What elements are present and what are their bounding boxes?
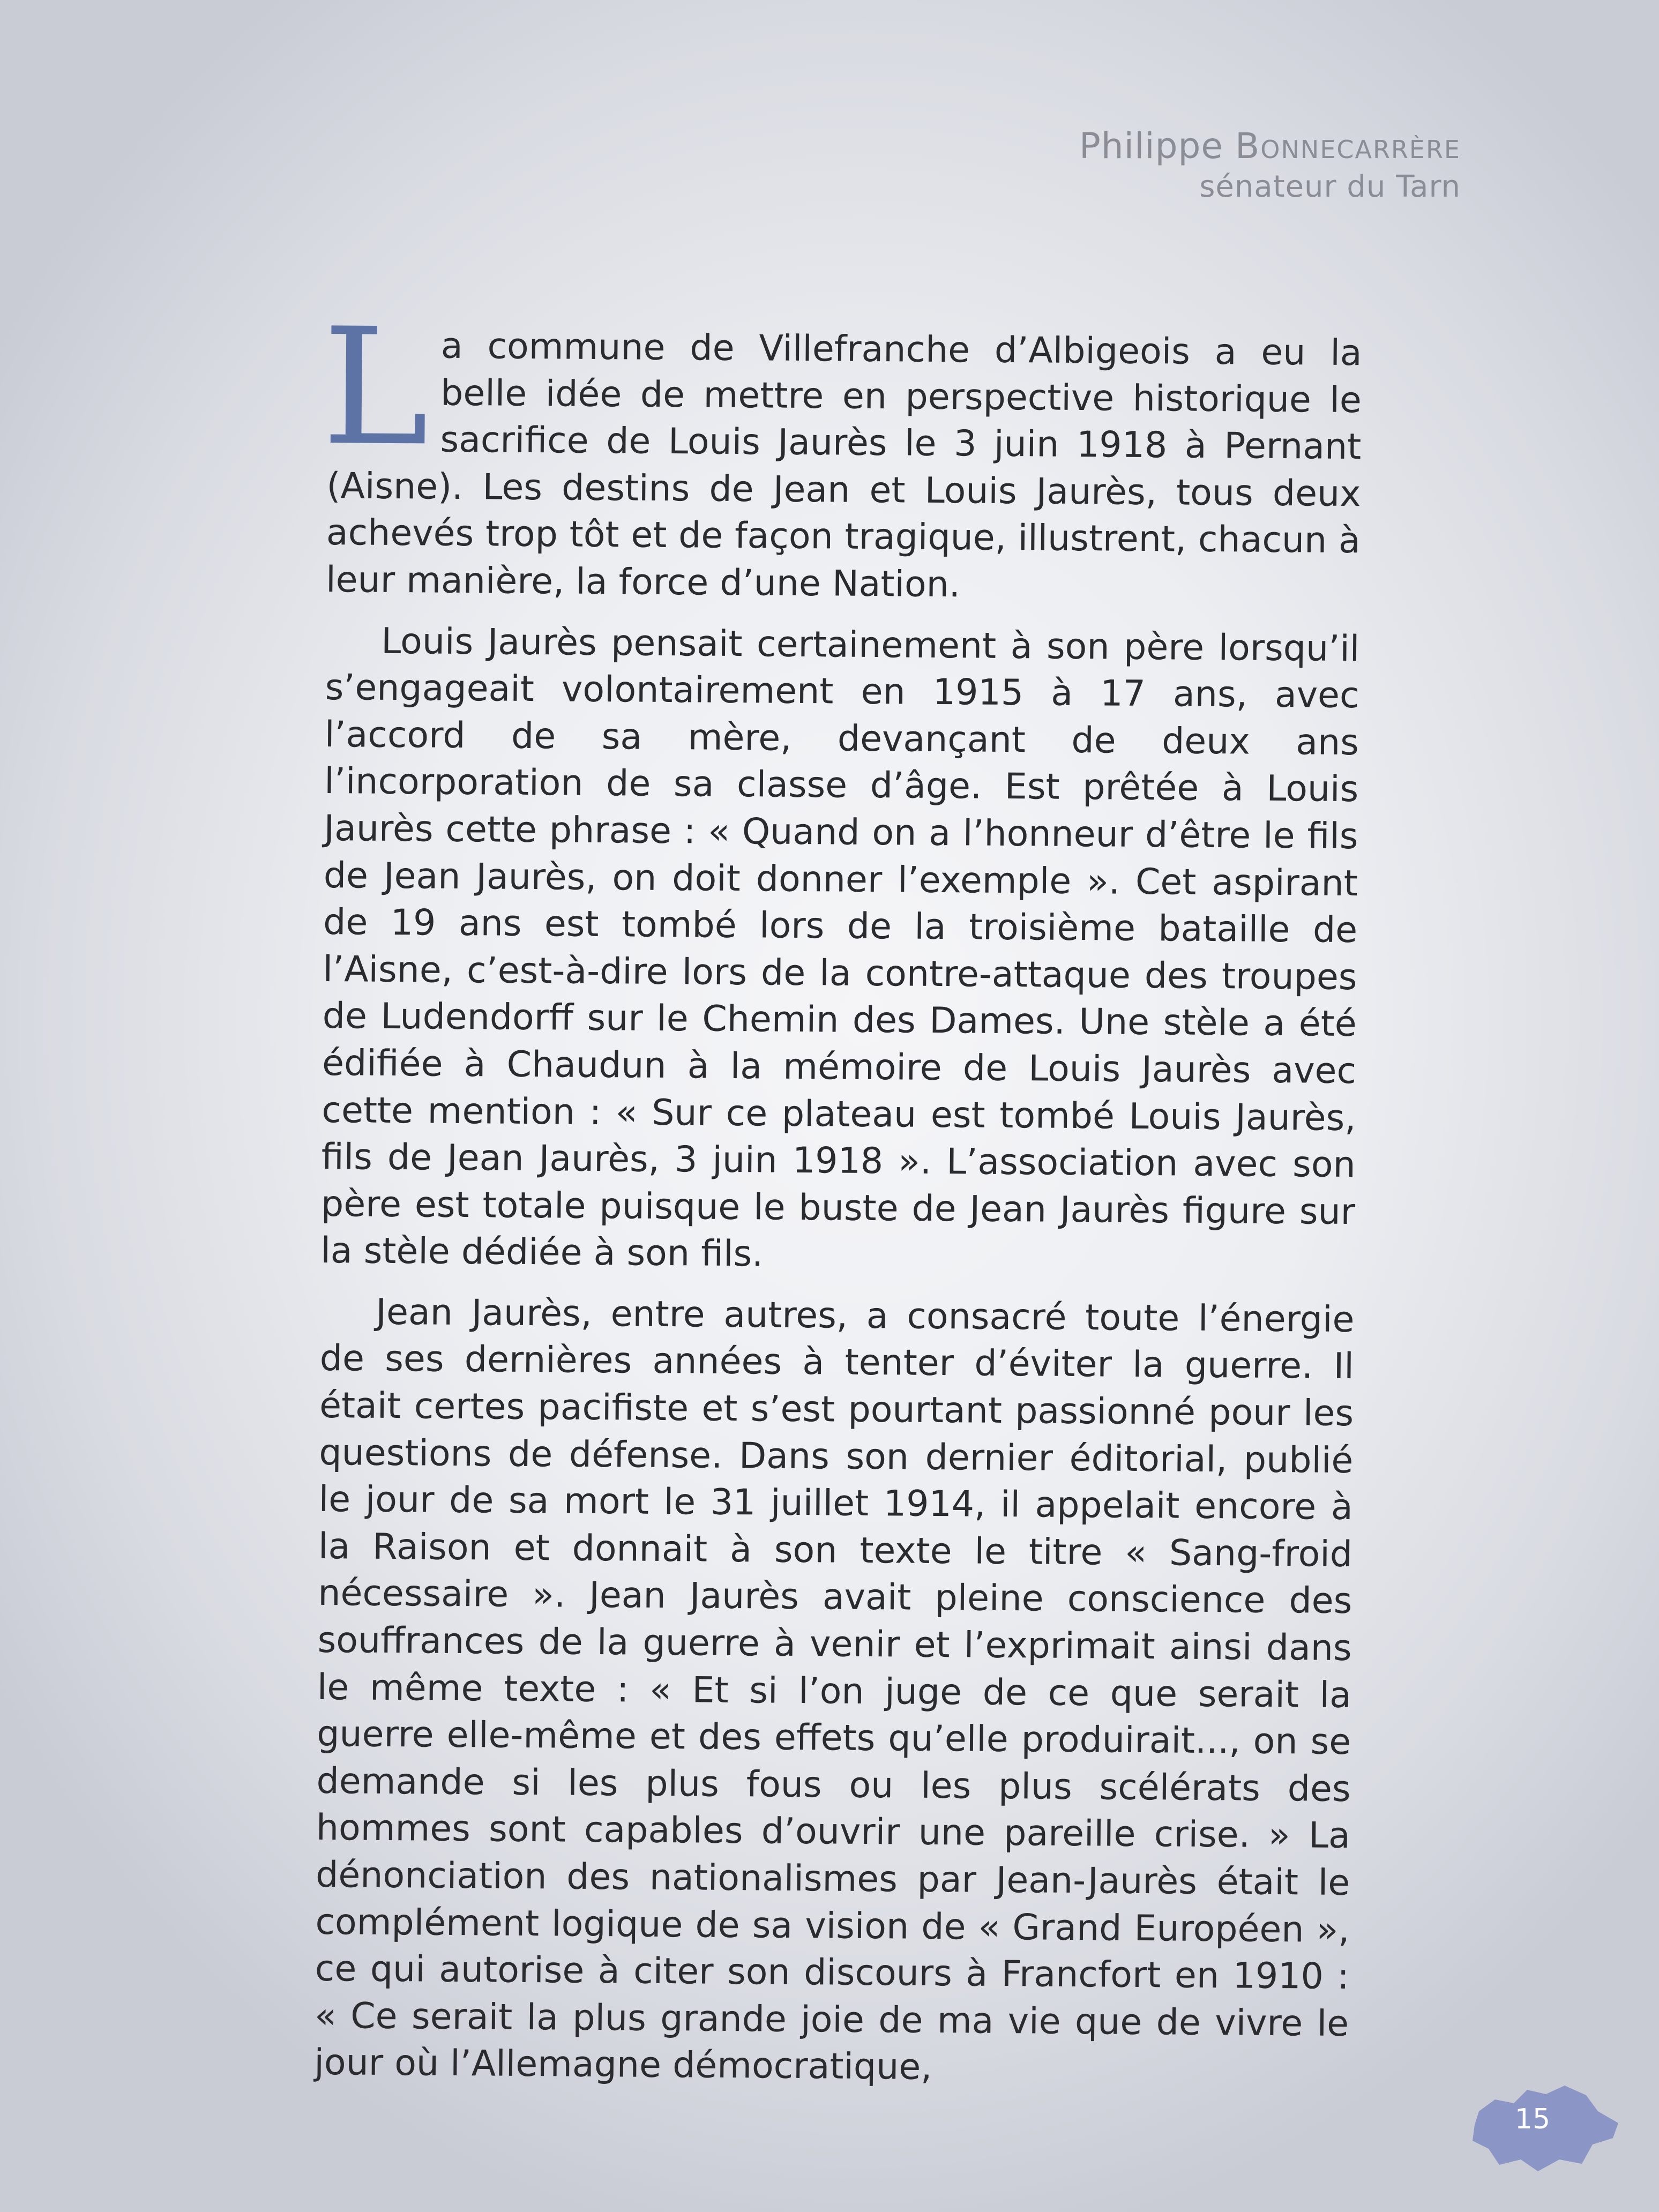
article-body [314,293,1362,2108]
paragraph-1-text: a commune de Villefranche d’Albigeois a eu la belle idée de mettre en perspective historique le sacrifice de Louis Jaurès le 3 juin 1918 à Pernant (Aisne). Les destins de Jean et Louis Jaurès, tous deux achevés trop tôt et de façon tragique, illustrent, chacun à leur manière, la force d’une Nation. [325,324,1362,606]
author-role: sénateur du Tarn [1199,169,1461,204]
author-first-name: Philippe [1079,125,1224,167]
author-name [1079,124,1461,168]
paragraph-2: Louis Jaurès pensait certainement à son père lorsqu’il s’engageait volontairement en 1915 à 17 ans, avec l’accord de sa mère, devançant de deux ans l’incorporation de sa classe d’âge. Est prêtée à Louis Jaurès cette phrase : « Quand on a l’honneur d’être le fils de Jean Jaurès, on doit donner l’exemple ». Cet aspirant de 19 ans est tombé lors de la troisième bataille de l’Aisne, c’est-à-dire lors de la contre-attaque des troupes de Ludendorff sur le Chemin des Dames. Une stèle a été édifiée à Chaudun à la mémoire de Louis Jaurès avec cette mention : « Sur ce plateau est tombé Louis Jaurès, fils de Jean Jaurès, 3 juin 1918 ». L’association avec son père est totale puisque le buste de Jean Jaurès figure sur la stèle dédiée à son fils. [320,619,1360,1275]
paragraph-1 [321,293,1362,611]
paragraph-3: Jean Jaurès, entre autres, a consacré toute l’énergie de ses dernières années à tenter d’éviter la guerre. Il était certes pacifiste et s’est pourtant passionné pour les questions de défense. Dans son dernier éditorial, publié le jour de sa mort le 31 juillet 1914, il appelait encore à la Raison et donnait à son texte le titre « Sang-froid nécessaire ». Jean Jaurès avait pleine conscience des souffrances de la guerre à venir et l’exprimait ainsi dans le même texte : « Et si l’on juge de ce que serait la guerre elle-même et des effets qu’elle produirait..., on se demande si les plus fous ou les plus scélérats des hommes sont capables d’ouvrir une pareille crise. » La dénonciation des nationalismes par Jean-Jaurès était le complément logique de sa vision de « Grand Européen », ce qui autorise à citer son discours à Francfort en 1910 : « Ce serait la plus grande joie de ma vie que de vivre le jour où l’Allemagne démocratique, [314,1290,1355,2088]
drop-cap: L [321,293,430,482]
author-block [1079,124,1461,206]
page-number: 15 [1514,2103,1551,2135]
author-last-name: Bonnecarrère [1235,125,1461,167]
